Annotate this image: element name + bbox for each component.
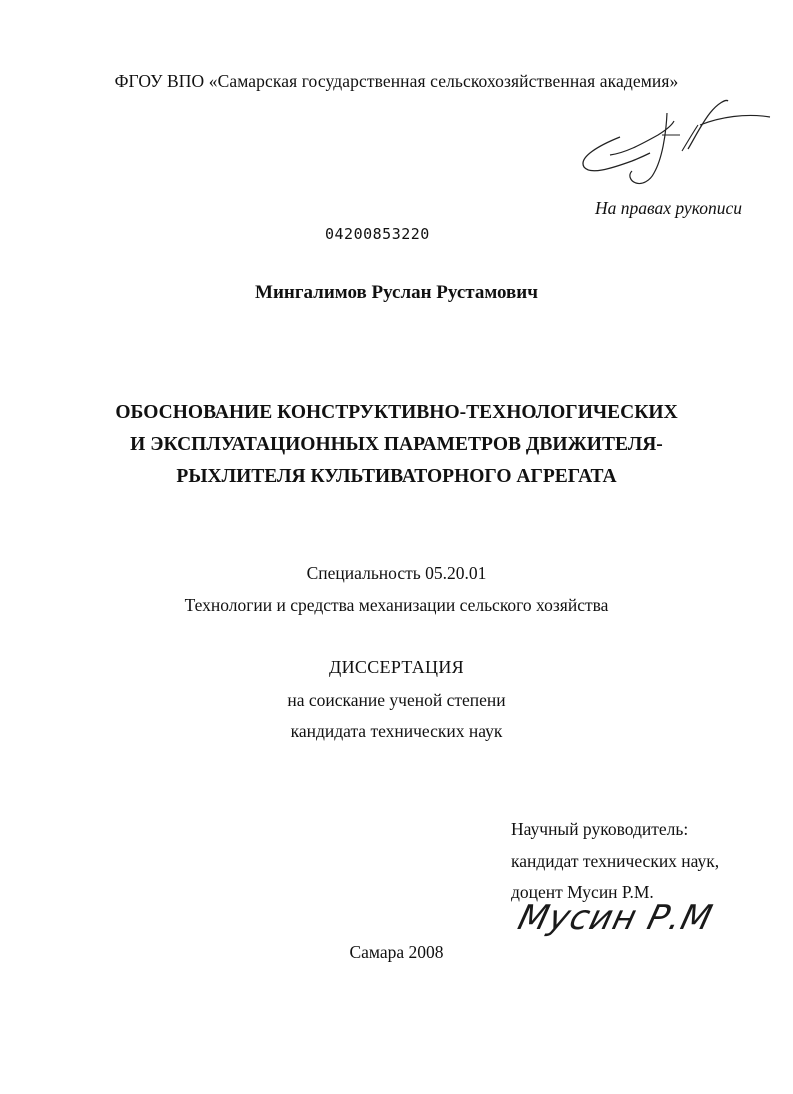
- catalog-code: 04200853220: [325, 225, 430, 243]
- supervisor-signature: Мусин Р.М: [514, 898, 717, 938]
- supervisor-label: Научный руководитель:: [511, 819, 689, 839]
- document-type: ДИССЕРТАЦИЯ: [329, 657, 464, 677]
- specialty-number: Специальность 05.20.01: [306, 563, 487, 583]
- author-name: Мингалимов Руслан Рустамович: [255, 282, 538, 303]
- city-year: Самара 2008: [349, 942, 444, 962]
- degree-line: на соискание ученой степени: [287, 690, 506, 710]
- degree-line: кандидата технических наук: [290, 721, 503, 741]
- dissertation-title: [0, 397, 793, 493]
- title-line: И ЭКСПЛУАТАЦИОННЫХ ПАРАМЕТРОВ ДВИЖИТЕЛЯ-: [130, 434, 663, 455]
- supervisor-title: кандидат технических наук,: [511, 850, 720, 871]
- institution-name: ФГОУ ВПО «Самарская государственная сельскохозяйственная академия»: [114, 71, 679, 91]
- supervisor-block: [511, 814, 719, 909]
- title-line: ОБОСНОВАНИЕ КОНСТРУКТИВНО-ТЕХНОЛОГИЧЕСКИХ: [115, 402, 678, 423]
- author-signature: [570, 95, 780, 190]
- supervisor-name: доцент Мусин Р.М.: [511, 882, 654, 902]
- manuscript-note: На правах рукописи: [595, 198, 742, 218]
- specialty-name: Технологии и средства механизации сельского хозяйства: [184, 595, 609, 615]
- title-line: РЫХЛИТЕЛЯ КУЛЬТИВАТОРНОГО АГРЕГАТА: [176, 466, 617, 487]
